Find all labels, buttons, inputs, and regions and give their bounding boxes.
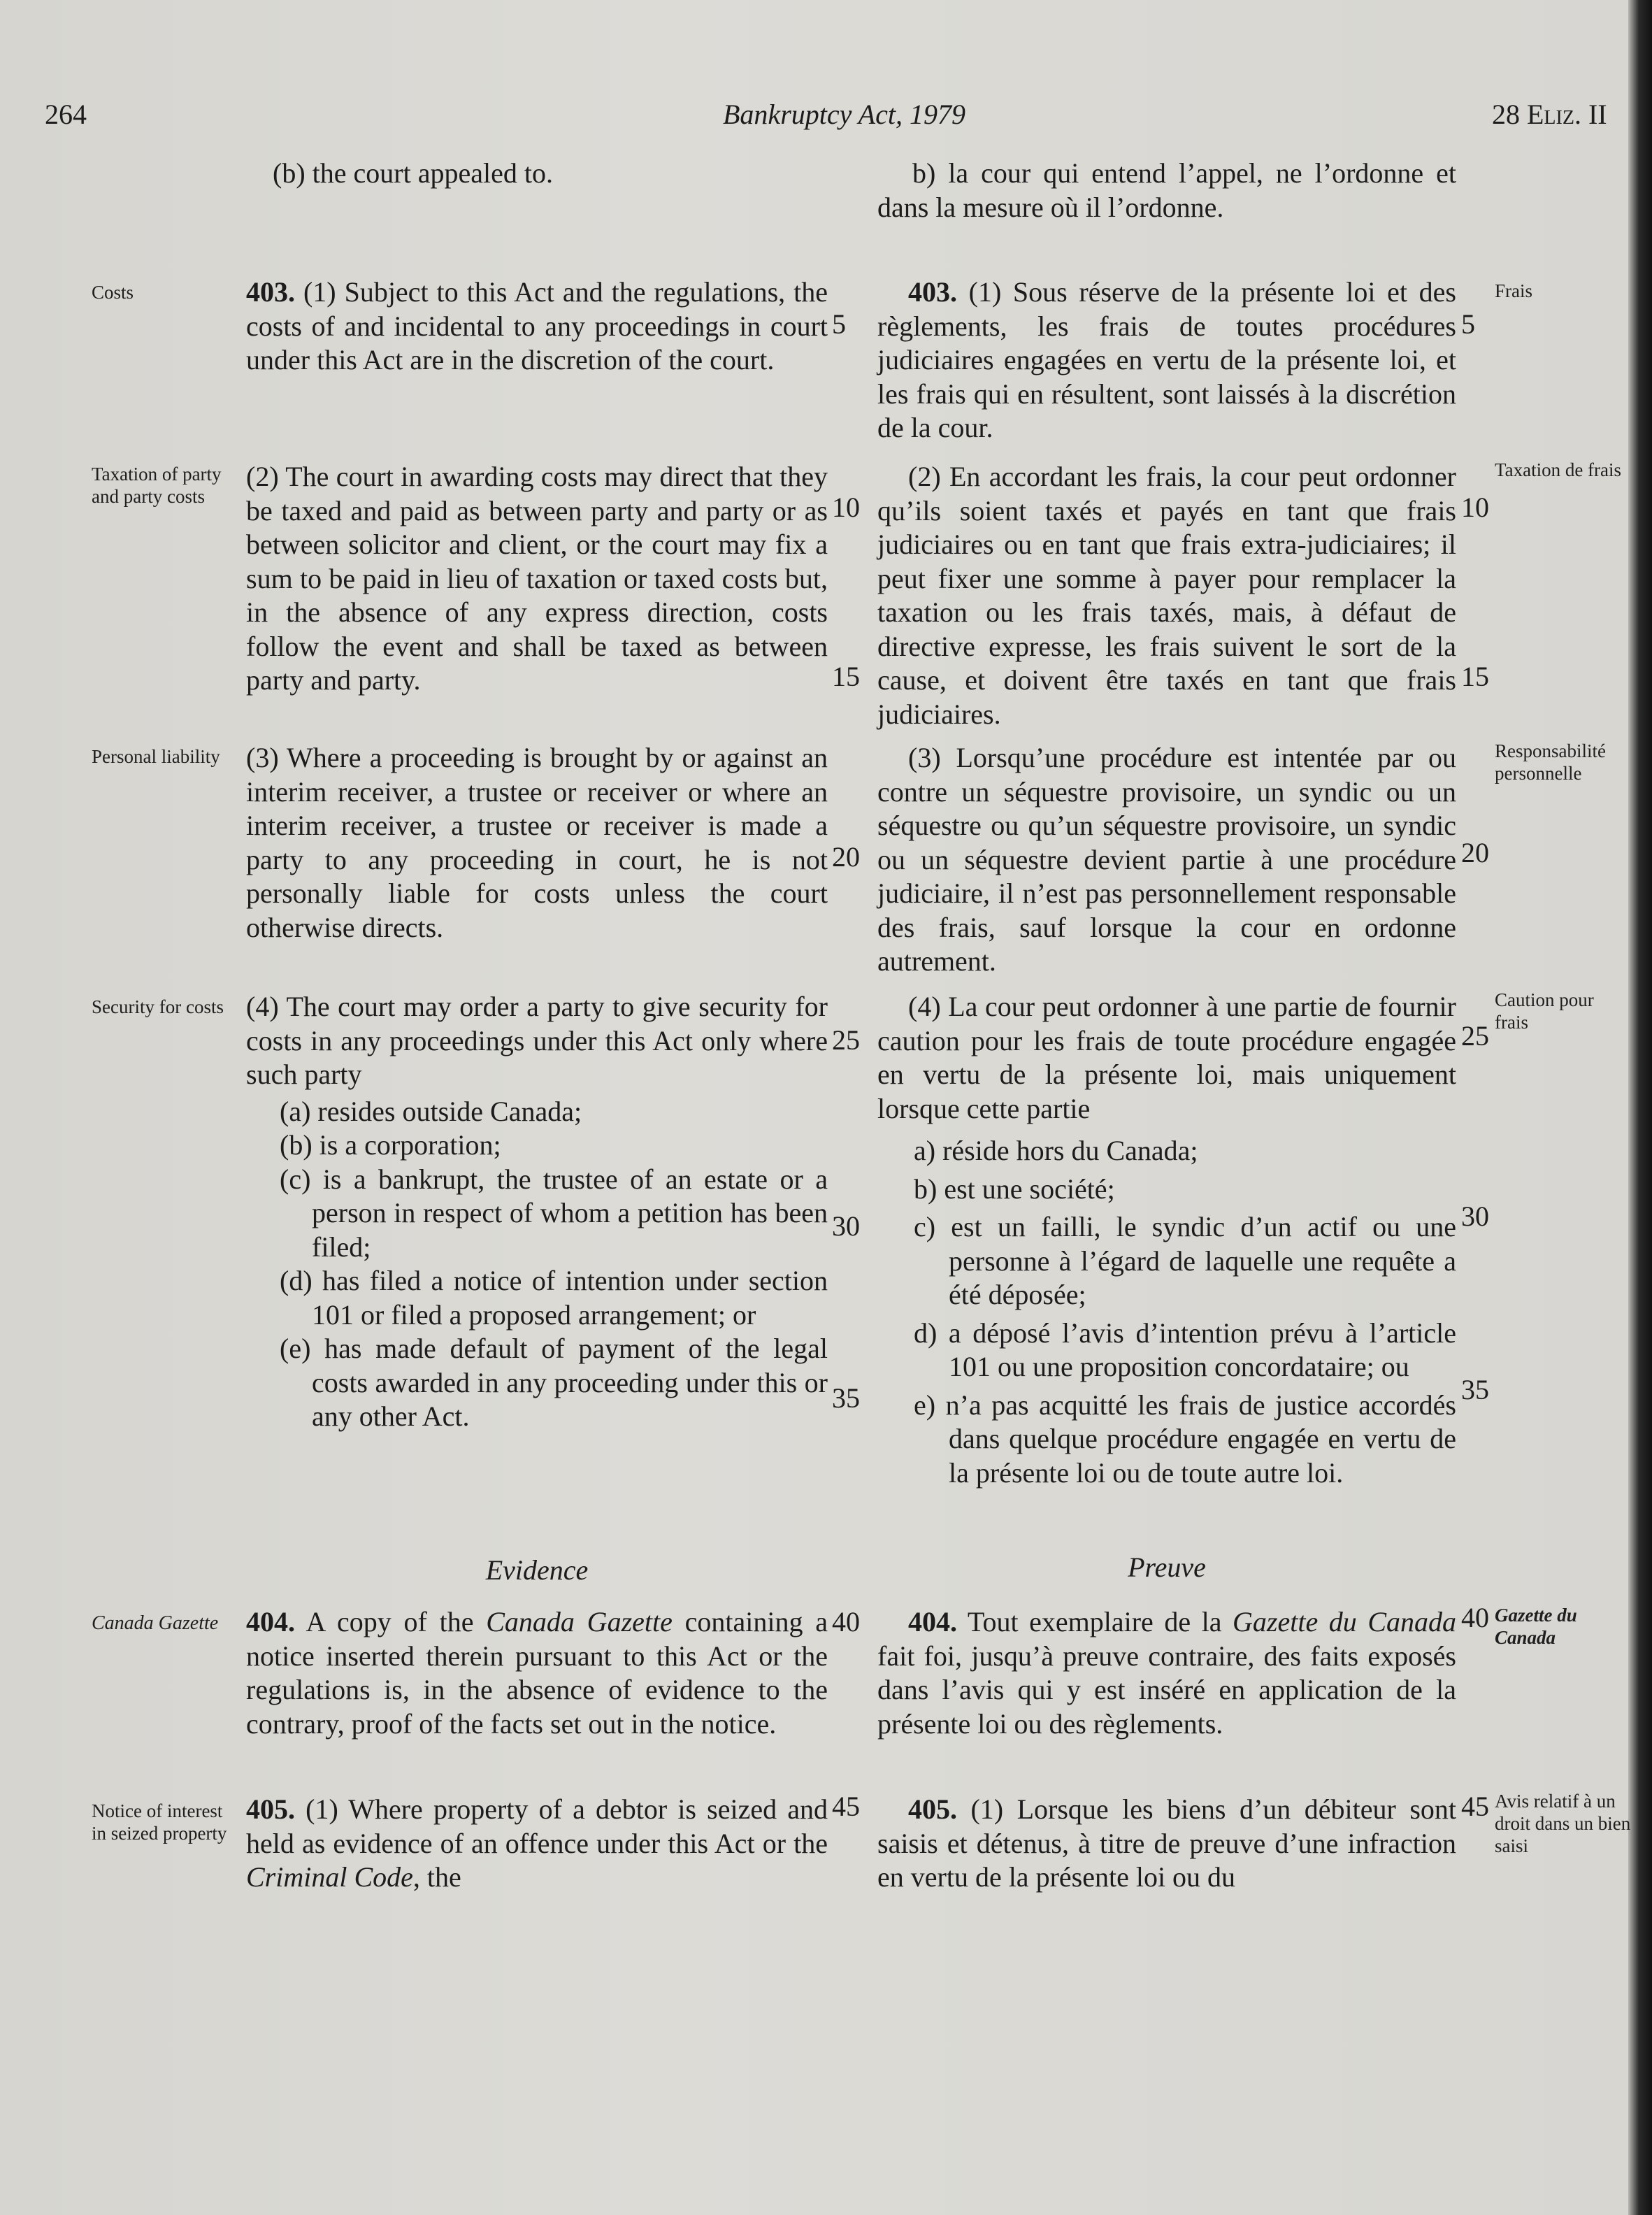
section-text-pre: A copy of the (295, 1606, 487, 1637)
margin-note-personal-liability: Personal liability (92, 746, 220, 767)
list-item: d) a déposé l’avis d’intention prévu à l’article 101 ou une proposition concordataire; ou (914, 1317, 1456, 1382)
page-number: 264 (45, 99, 87, 130)
running-title: Bankruptcy Act, 1979 (723, 99, 965, 130)
line-number: 45 (1461, 1791, 1489, 1822)
line-number: 25 (832, 1024, 860, 1056)
fr-s405 (877, 1793, 1456, 1895)
margin-note-security: Security for costs (92, 996, 224, 1017)
margin-note-costs: Costs (92, 282, 134, 303)
list-item: e) n’a pas acquitté les frais de justice accordés dans quelque procédure engagée en vertu de la présente loi ou de toute autre loi. (914, 1389, 1456, 1489)
fr-paragraph (877, 275, 1456, 445)
fr-paragraph (877, 1605, 1456, 1741)
list-item: (c) is a bankrupt, the trustee of an estate or a person in respect of whom a petition has been filed; (280, 1163, 828, 1263)
book-spine-shadow (1628, 0, 1652, 2215)
line-number: 15 (1461, 661, 1489, 692)
section-number: 404. (246, 1606, 295, 1637)
en-paragraph: (3) Where a proceeding is brought by or against an interim receiver, a trustee or receiver or where an interim receiver, a trustee or receiver is made a party to any proceeding in court, he is not personally liable for costs unless the court otherwise directs. (246, 742, 828, 943)
list-item: (e) has made default of payment of the legal costs awarded in any proceeding under this or any other Act. (280, 1333, 828, 1432)
en-s403-1 (246, 275, 828, 378)
line-number: 40 (1461, 1602, 1489, 1633)
line-number: 30 (1461, 1200, 1489, 1232)
en-paragraph (246, 275, 828, 378)
section-text-pre: (1) Where property of a debtor is seized and held as evidence of an offence under this Act or the (246, 1793, 828, 1859)
en-paragraph: (b) the court appealed to. (273, 157, 553, 189)
fr-paragraph: b) la cour qui entend l’appel, ne l’ordonne et dans la mesure où il l’ordonne. (877, 157, 1456, 223)
section-text: (1) Subject to this Act and the regulations, the costs of and incidental to any proceedings in court under this Act are in the discretion of the court. (246, 276, 828, 375)
list-item: (b) is a corporation; (280, 1129, 501, 1161)
en-paragraph (246, 1793, 828, 1895)
en-item-list (246, 1095, 828, 1434)
section-text: (1) Lorsque les biens d’un débiteur sont saisis et détenus, à titre de preuve d’une infraction en vertu de la présente loi ou du (877, 1793, 1456, 1893)
en-paragraph: (2) The court in awarding costs may direct that they be taxed and paid as between party and party or as between solicitor and client, or the court may fix a sum to be paid in lieu of taxation or taxed costs but, in the absence of any express direction, costs follow the event and shall be taxed as between party and party. (246, 461, 828, 696)
section-number: 405. (246, 1793, 295, 1825)
margin-note-frais: Frais (1495, 280, 1532, 301)
margin-note-notice-of-interest: Notice of interest in seized property (92, 1800, 227, 1844)
section-text: (1) Sous réserve de la présente loi et des règlements, les frais de toutes procédures judiciaires engagées en vertu de la présente loi, et les frais qui en résultent, sont laissés à la discrétion de la cour. (877, 276, 1456, 443)
section-number: 405. (908, 1793, 957, 1825)
section-number: 403. (908, 276, 957, 308)
line-number: 5 (832, 308, 846, 340)
en-paragraph: (4) The court may order a party to give security for costs in any proceedings under this Act only where such party (246, 991, 828, 1090)
line-number: 10 (832, 492, 860, 523)
margin-note-gazette-du-canada: Gazette du Canada (1495, 1605, 1577, 1648)
section-number: 404. (908, 1606, 957, 1637)
fr-paragraph: (3) Lorsqu’une procédure est intentée par ou contre un séquestre provisoire, un syndic ou un séquestre ou qu’un séquestre provisoire, un syndic ou un séquestre devient partie à une procédure judiciaire, il n’est pas personnellement responsable des frais, sauf lorsque la cour en ordonne autrement. (877, 742, 1456, 977)
margin-note-taxation-de-frais: Taxation de frais (1495, 459, 1622, 480)
heading: Evidence (485, 1554, 589, 1586)
regnal-suffix: II (1581, 99, 1607, 130)
section-text-post: fait foi, jusqu’à preuve contraire, des faits exposés dans l’avis qui y est inséré en application de la présente loi ou des règlements. (877, 1640, 1456, 1740)
en-s403-3 (246, 741, 828, 945)
margin-note-canada-gazette: Canada Gazette (92, 1612, 219, 1634)
en-s404 (246, 1605, 828, 1741)
line-number: 40 (832, 1606, 860, 1637)
regnal-name: Eliz. (1527, 99, 1581, 130)
line-number: 5 (1461, 308, 1475, 340)
list-item: b) est une société; (914, 1173, 1115, 1205)
fr-paragraph (877, 1793, 1456, 1895)
list-item: (d) has filed a notice of intention under section 101 or filed a proposed arrangement; or (280, 1265, 828, 1331)
en-heading-evidence (246, 1554, 828, 1588)
list-item: c) est un failli, le syndic d’un actif ou une personne à l’égard de laquelle une requête a été déposée; (914, 1211, 1456, 1310)
line-number: 25 (1461, 1020, 1489, 1052)
margin-note-responsabilite: Responsabilité personnelle (1495, 740, 1606, 784)
fr-heading-preuve (877, 1551, 1456, 1585)
section-text-pre: Tout exemplaire de la (957, 1606, 1233, 1637)
section-text-post: , the (412, 1861, 461, 1893)
fr-s403-4 (877, 990, 1456, 1490)
line-number: 15 (832, 661, 860, 692)
list-item: (a) resides outside Canada; (280, 1095, 582, 1127)
fr-s402-tail (877, 157, 1456, 224)
margin-note-taxation: Taxation of party and party costs (92, 464, 222, 507)
en-paragraph (246, 1605, 828, 1741)
fr-s403-3 (877, 741, 1456, 979)
en-s403-2 (246, 460, 828, 698)
line-number: 45 (832, 1791, 860, 1822)
line-number: 10 (1461, 492, 1489, 523)
margin-note-avis: Avis relatif à un droit dans un bien saisi (1495, 1791, 1631, 1856)
en-s405 (246, 1793, 828, 1895)
fr-item-list (877, 1134, 1456, 1490)
section-text-italic: Gazette du Canada (1233, 1606, 1456, 1637)
list-item: a) réside hors du Canada; (914, 1135, 1198, 1166)
en-s403-4 (246, 990, 828, 1434)
line-number: 35 (832, 1382, 860, 1414)
heading: Preuve (1128, 1551, 1206, 1583)
regnal-year (1492, 98, 1607, 131)
line-number: 20 (832, 841, 860, 873)
fr-paragraph: (4) La cour peut ordonner à une partie de fournir caution pour les frais de toute procédure engagée en vertu de la présente loi, mais uniquement lorsque cette partie (877, 991, 1456, 1124)
fr-s404 (877, 1605, 1456, 1741)
fr-paragraph: (2) En accordant les frais, la cour peut ordonner qu’ils soient taxés et payés en tant que frais judiciaires ou en tant que frais extra-judiciaires; il peut fixer une somme à payer pour remplacer la taxation ou les frais taxés, mais, à défaut de directive expresse, les frais suivent le sort de la cause, et doivent être taxés en tant que frais judiciaires. (877, 461, 1456, 730)
margin-note-caution: Caution pour frais (1495, 989, 1594, 1033)
section-text-post: containing a notice inserted therein pursuant to this Act or the regulations is, in the absence of evidence to the contrary, proof of the facts set out in the notice. (246, 1606, 828, 1740)
line-number: 35 (1461, 1374, 1489, 1405)
fr-s403-1 (877, 275, 1456, 445)
fr-s403-2 (877, 460, 1456, 731)
section-text-italic: Canada Gazette (486, 1606, 673, 1637)
section-text-italic: Criminal Code (246, 1861, 413, 1893)
section-number: 403. (246, 276, 295, 308)
line-number: 20 (1461, 837, 1489, 868)
regnal-prefix: 28 (1492, 99, 1527, 130)
en-s402-tail (246, 157, 828, 191)
line-number: 30 (832, 1210, 860, 1242)
